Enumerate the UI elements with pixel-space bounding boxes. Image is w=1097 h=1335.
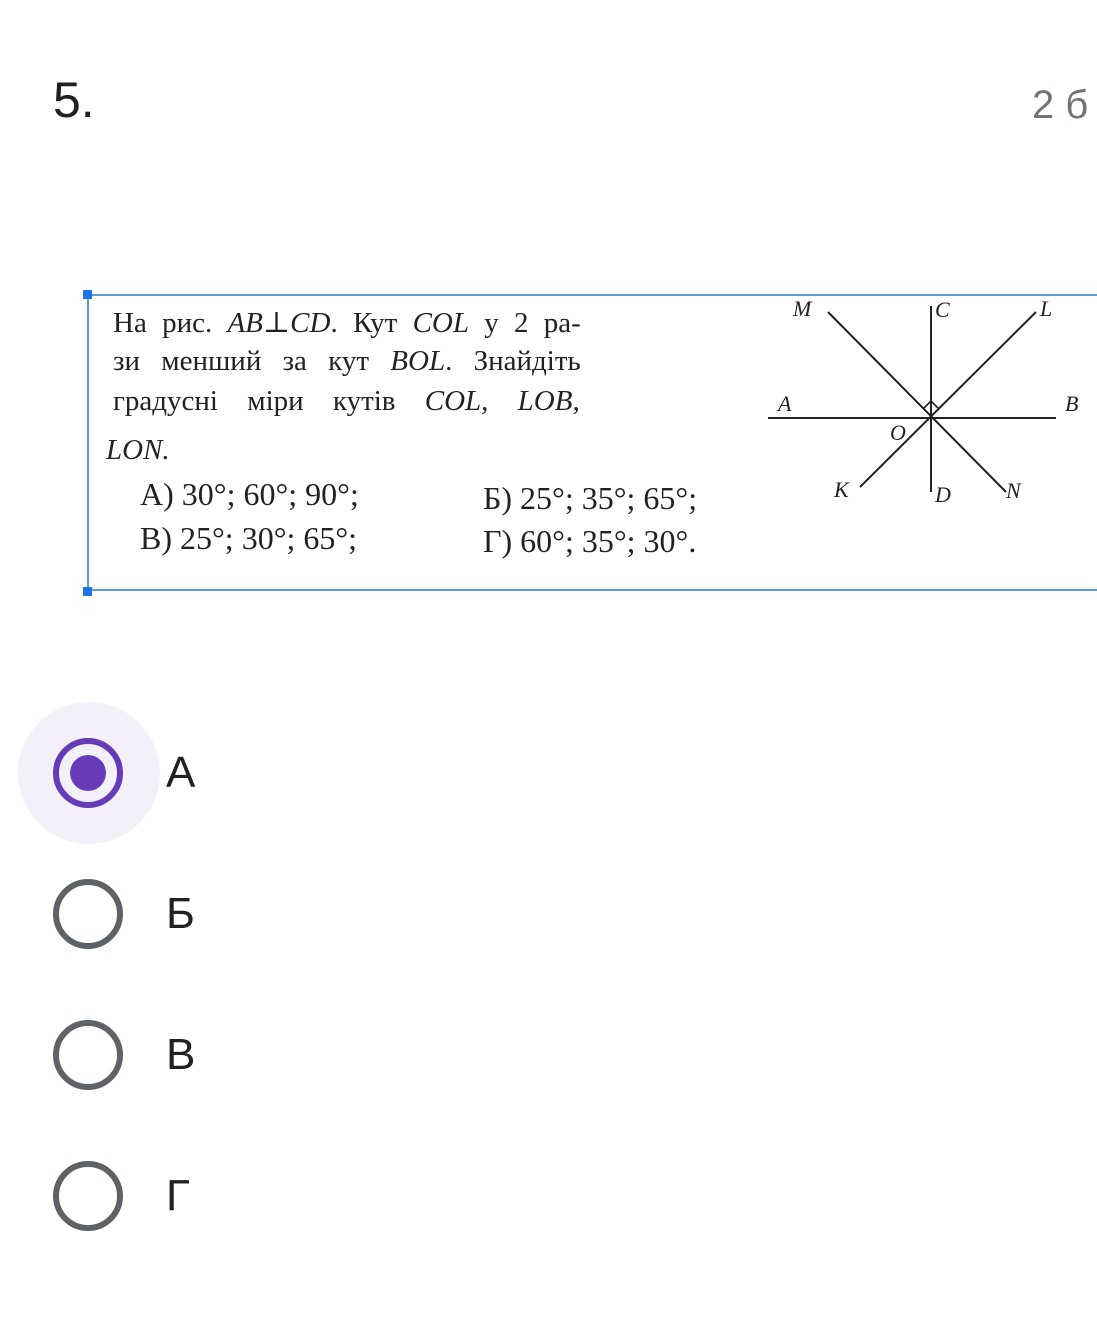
radio-button-b[interactable] — [53, 879, 123, 949]
point-label-l: L — [1040, 296, 1053, 321]
problem-text-segment: у 2 ра- — [468, 307, 581, 339]
radio-button-v[interactable] — [53, 1020, 123, 1090]
image-resize-handle-top-left[interactable] — [83, 290, 92, 299]
problem-text-segment: зи менший за кут — [113, 345, 391, 377]
point-label-c: C — [935, 297, 950, 322]
problem-text-segment: На рис. — [113, 307, 228, 339]
point-label-d: D — [935, 482, 951, 507]
point-label-o: O — [890, 420, 906, 445]
line-kl — [860, 312, 1036, 487]
problem-text-segment: COL — [412, 307, 469, 339]
option-label-a[interactable]: А — [166, 748, 196, 797]
problem-line-1 — [113, 305, 581, 340]
answer-choice-a: А) 30°; 60°; 90°; — [140, 476, 359, 512]
problem-line-4 — [106, 434, 170, 467]
problem-text-segment: AB⊥CD — [227, 307, 331, 339]
answer-choice-b: Б) 25°; 35°; 65°; — [483, 480, 698, 516]
radio-button-g[interactable] — [53, 1161, 123, 1231]
radio-button-a[interactable] — [53, 738, 123, 808]
problem-text-segment: LON. — [106, 434, 170, 466]
problem-text-segment: BOL — [390, 345, 446, 377]
option-label-v[interactable]: В — [166, 1030, 196, 1079]
answer-choice-v: В) 25°; 30°; 65°; — [140, 520, 358, 556]
problem-text-segment: COL, LOB, — [424, 385, 580, 417]
point-label-k: K — [834, 477, 849, 502]
problem-text-segment: . Кут — [330, 307, 413, 339]
question-points: 2 б — [1032, 83, 1089, 127]
line-mn — [828, 312, 1006, 492]
option-row-a[interactable] — [0, 702, 1080, 822]
point-label-b: B — [1065, 391, 1079, 416]
question-number: 5. — [53, 72, 95, 128]
answer-choice-g: Г) 60°; 35°; 30°. — [483, 523, 697, 559]
point-label-n: N — [1006, 478, 1021, 503]
problem-line-3 — [113, 385, 580, 418]
problem-text-segment: градусні міри кутів — [113, 385, 425, 417]
problem-text-segment: . Знайдіть — [445, 345, 581, 377]
point-label-m: M — [793, 296, 812, 321]
problem-line-2 — [113, 345, 581, 378]
radio-selected-dot — [70, 755, 106, 791]
option-label-b[interactable]: Б — [166, 889, 195, 938]
option-label-g[interactable]: Г — [166, 1171, 190, 1220]
option-row-b[interactable] — [0, 845, 1080, 965]
image-resize-handle-bottom-left[interactable] — [83, 587, 92, 596]
geometry-figure — [760, 292, 1080, 517]
option-row-v[interactable] — [0, 986, 1080, 1106]
option-row-g[interactable] — [0, 1127, 1080, 1247]
point-label-a: A — [778, 391, 792, 416]
